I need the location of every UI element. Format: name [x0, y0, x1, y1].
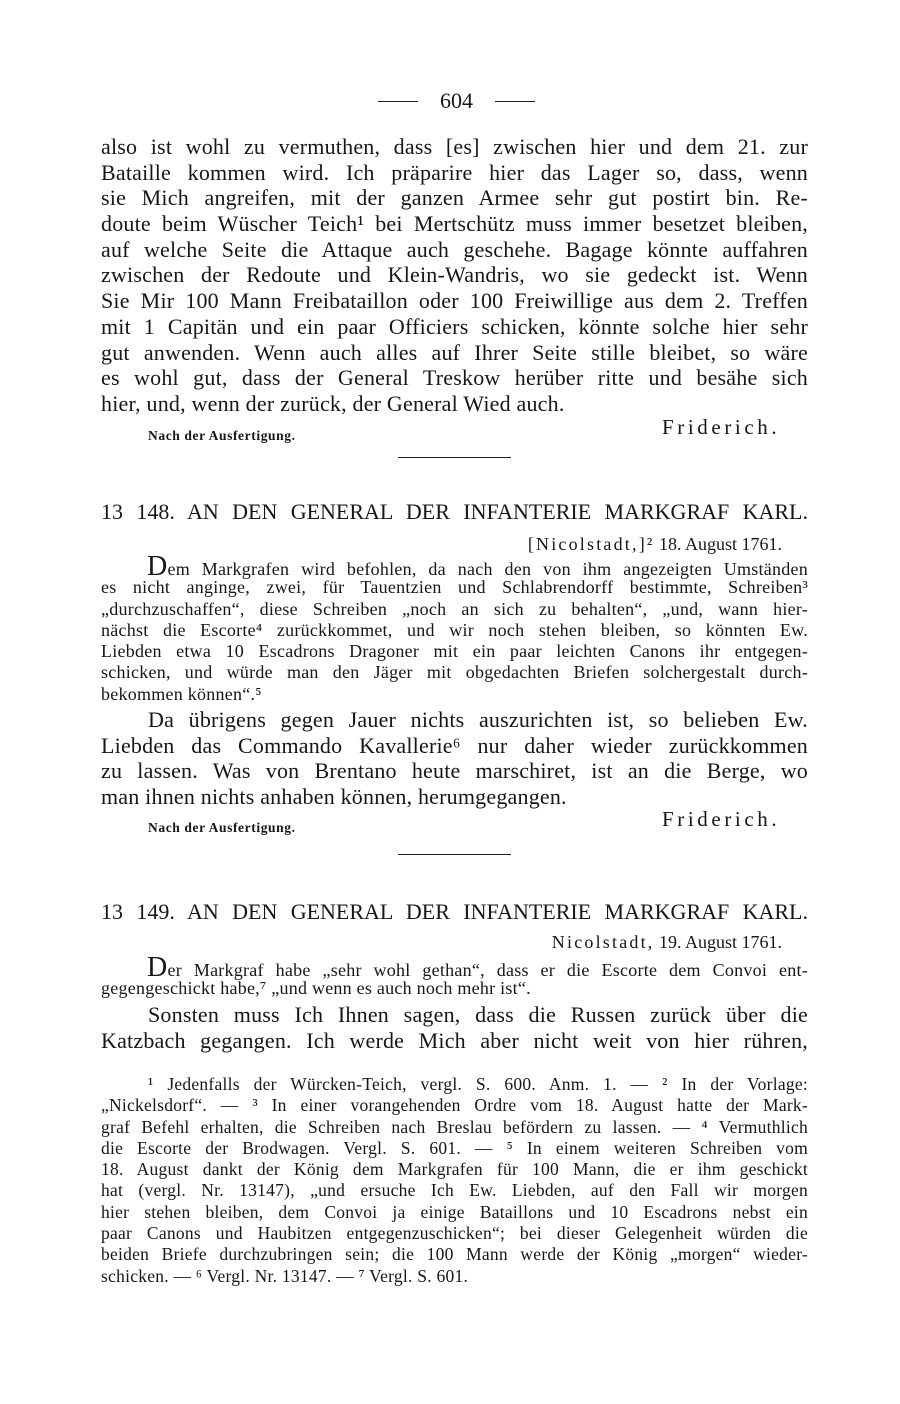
section-divider [398, 854, 511, 855]
left-dash [378, 101, 418, 102]
continuation-line: Sie Mir 100 Mann Freibataillon oder 100 Freiwillige aus dem 2. Treffen [101, 288, 808, 314]
continuation-line: doute beim Wüscher Teich¹ bei Mertschütz muss immer besetzet bleiben, [101, 211, 808, 237]
footnote-line: hier stehen bleiben, dem Convoi ja einige Bataillons und 10 Escadrons nebst ein [101, 1201, 808, 1222]
page-number: 604 [440, 88, 473, 113]
footnote-line: beiden Briefe durchzubringen sein; die 100 Mann werde der König „morgen“ wieder- [101, 1244, 808, 1265]
continuation-line: hier, und, wenn der zurück, der General Wied auch. [101, 390, 565, 416]
letter-body [101, 707, 808, 810]
summary-line: gegengeschickt habe,⁷ „und wenn es auch noch mehr ist“. [101, 978, 531, 999]
body-line: Sonsten muss Ich Ihnen sagen, dass die Russen zurück über die [148, 1002, 808, 1027]
summary-line: Liebden etwa 10 Escadrons Dragoner mit ein paar leichten Canons ihr entgegen- [101, 641, 808, 662]
letter-heading-text: 13 149. AN DEN GENERAL DER INFANTERIE MARKGRAF KARL. [101, 899, 808, 924]
footnote-line: „Nickelsdorf“. — ³ In einer vorangehenden Ordre vom 18. August hatte der Mark- [101, 1095, 808, 1116]
footnote-line: paar Canons und Haubitzen entgegenzuschicken“; bei dieser Gelegenheit würden die [101, 1223, 808, 1244]
continuation-line: auf welche Seite die Attaque auch geschehe. Bagage könnte auffahren [101, 236, 808, 262]
letter-heading-text: 13 148. AN DEN GENERAL DER INFANTERIE MARKGRAF KARL. [101, 499, 808, 524]
dateline-date: 19. August 1761. [658, 932, 782, 952]
letter-summary [101, 551, 808, 705]
section-divider [398, 457, 511, 458]
source-note: Nach der Ausfertigung. [148, 820, 296, 835]
summary-line: „durchzuschaffen“, diese Schreiben „noch an sich zu behalten“, „und, wann hier- [101, 598, 808, 619]
letter-body [101, 1002, 808, 1053]
footnote-line: schicken. — ⁶ Vergl. Nr. 13147. — ⁷ Vergl. S. 601. [101, 1265, 469, 1286]
dateline-place: [Nicolstadt,]² [527, 534, 655, 554]
footnote-line: 18. August dankt der König dem Markgrafen für 100 Mann, die er ihm geschickt [101, 1159, 808, 1180]
continuation-line: also ist wohl zu vermuthen, dass [es] zwischen hier und dem 21. zur [101, 134, 808, 159]
signature: Friderich. [662, 415, 781, 439]
continuation-line: Bataille kommen wird. Ich präparire hier das Lager so, dass, wenn [101, 159, 808, 185]
continuation-line: gut anwenden. Wenn auch alles auf Ihrer Seite stille bleibet, so wäre [101, 339, 808, 365]
footnotes [101, 1074, 808, 1287]
body-line: man ihnen nichts anhaben können, herumgegangen. [101, 784, 567, 810]
continuation-line: sie Mich angreifen, mit der ganzen Armee sehr gut postirt bin. Re- [101, 185, 808, 211]
running-head [378, 88, 535, 114]
letter-heading [101, 500, 808, 524]
summary-line: schicken, und würde man den Jäger mit obgedachten Briefen solchergestalt durch- [101, 662, 808, 683]
summary-line: bekommen können“.⁵ [101, 683, 262, 704]
dateline-date: 18. August 1761. [658, 534, 782, 554]
source-note: Nach der Ausfertigung. [148, 428, 296, 443]
body-line: Liebden das Commando Kavallerie⁶ nur daher wieder zurückkommen [101, 732, 808, 758]
letter-heading [101, 900, 808, 924]
summary-line: Dem Markgrafen wird befohlen, da nach den von ihm angezeigten Umständen [147, 551, 808, 582]
summary-line: es nicht anginge, zwei, für Tauentzien und Schlabrendorff bestimmte, Schreiben³ [101, 577, 808, 598]
continuation-line: mit 1 Capitän und ein paar Officiers schicken, könnte solche hier sehr [101, 313, 808, 339]
footnote-line: ¹ Jedenfalls der Würcken-Teich, vergl. S. 600. Anm. 1. — ² In der Vorlage: [148, 1074, 808, 1094]
summary-line: nächst die Escorte⁴ zurückkommet, und wir noch stehen bleiben, so könnten Ew. [101, 619, 808, 640]
summary-line: Der Markgraf habe „sehr wohl gethan“, dass er die Escorte dem Convoi ent- [147, 952, 808, 983]
signature: Friderich. [662, 807, 781, 831]
right-dash [495, 101, 535, 102]
letter-summary [101, 952, 808, 1000]
continuation-line: zwischen der Redoute und Klein-Wandris, wo sie gedeckt ist. Wenn [101, 262, 808, 288]
footnote-line: die Escorte der Brodwagen. Vergl. S. 601. — ⁵ In einem weiteren Schreiben vom [101, 1137, 808, 1158]
footnote-line: hat (vergl. Nr. 13147), „und ersuche Ich Ew. Liebden, auf den Fall wir morgen [101, 1180, 808, 1201]
body-line: Katzbach gegangen. Ich werde Mich aber nicht weit von hier rühren, [101, 1027, 808, 1053]
letter-dateline [528, 532, 782, 556]
continuation-line: es wohl gut, dass der General Treskow herüber ritte und besähe sich [101, 365, 808, 391]
footnote-line: graf Befehl erhalten, die Schreiben nach Breslau befördern zu lassen. — ⁴ Vermuthlich [101, 1116, 808, 1137]
body-line: Da übrigens gegen Jauer nichts auszurichten ist, so belieben Ew. [148, 707, 808, 732]
continuation-paragraph [101, 134, 808, 417]
letter-dateline [552, 930, 782, 954]
body-line: zu lassen. Was von Brentano heute marschiret, ist an die Berge, wo [101, 758, 808, 784]
dateline-place: Nicolstadt, [551, 932, 655, 952]
